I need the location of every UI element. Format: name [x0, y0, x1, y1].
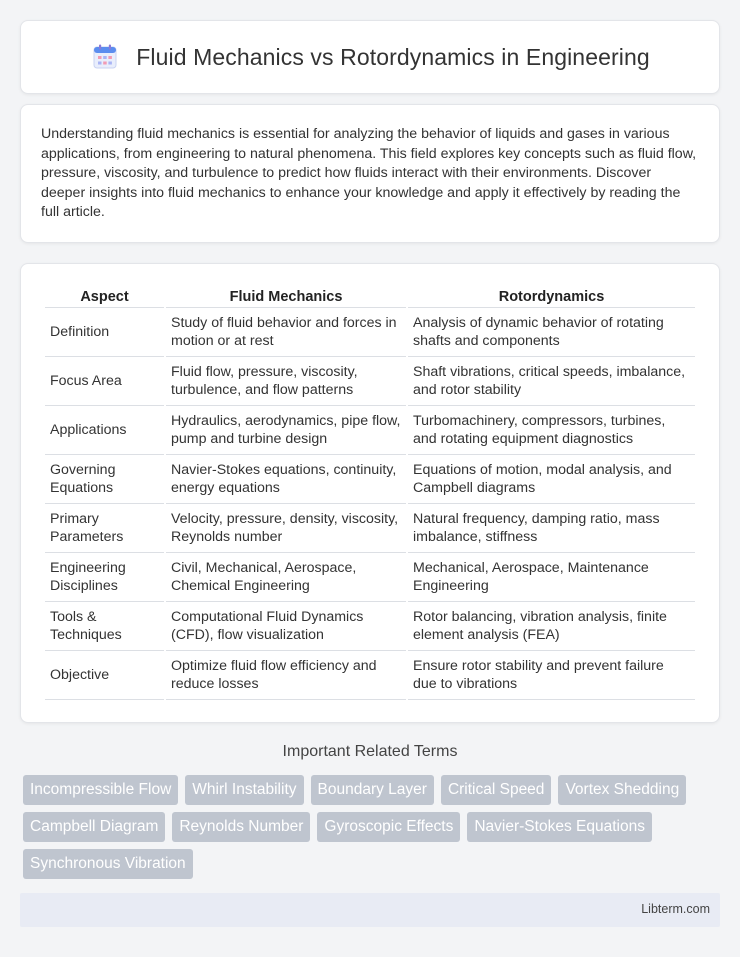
table-header-row	[45, 284, 695, 308]
column-header-fluid-mechanics: Fluid Mechanics	[166, 284, 406, 308]
related-term-tag[interactable]: Campbell Diagram	[23, 812, 165, 842]
related-term-tag[interactable]: Whirl Instability	[185, 775, 303, 805]
rotordynamics-cell: Shaft vibrations, critical speeds, imbalance, and rotor stability	[408, 357, 695, 406]
comparison-table	[43, 284, 697, 700]
page-title: Fluid Mechanics vs Rotordynamics in Engineering	[136, 43, 650, 70]
calendar-icon	[90, 42, 120, 72]
rotordynamics-cell: Equations of motion, modal analysis, and Campbell diagrams	[408, 455, 695, 504]
table-row	[45, 602, 695, 651]
footer	[20, 893, 720, 927]
related-term-tag[interactable]: Boundary Layer	[311, 775, 434, 805]
related-term-tag[interactable]: Navier-Stokes Equations	[467, 812, 652, 842]
column-header-aspect: Aspect	[45, 284, 164, 308]
header	[90, 42, 650, 72]
intro-card	[20, 104, 720, 243]
fluid-mechanics-cell: Civil, Mechanical, Aerospace, Chemical Engineering	[166, 553, 406, 602]
table-row	[45, 553, 695, 602]
related-term-tag[interactable]: Gyroscopic Effects	[317, 812, 460, 842]
fluid-mechanics-cell: Hydraulics, aerodynamics, pipe flow, pump and turbine design	[166, 406, 406, 455]
table-row	[45, 455, 695, 504]
related-term-tag[interactable]: Reynolds Number	[172, 812, 310, 842]
aspect-cell: Primary Parameters	[45, 504, 164, 553]
related-terms-list	[23, 775, 723, 879]
aspect-cell: Objective	[45, 651, 164, 700]
fluid-mechanics-cell: Study of fluid behavior and forces in motion or at rest	[166, 308, 406, 357]
table-row	[45, 357, 695, 406]
header-card	[20, 20, 720, 94]
table-row	[45, 308, 695, 357]
rotordynamics-cell: Mechanical, Aerospace, Maintenance Engineering	[408, 553, 695, 602]
table-row	[45, 406, 695, 455]
aspect-cell: Definition	[45, 308, 164, 357]
aspect-cell: Applications	[45, 406, 164, 455]
rotordynamics-cell: Analysis of dynamic behavior of rotating shafts and components	[408, 308, 695, 357]
related-term-tag[interactable]: Vortex Shedding	[558, 775, 686, 805]
aspect-cell: Engineering Disciplines	[45, 553, 164, 602]
fluid-mechanics-cell: Fluid flow, pressure, viscosity, turbulence, and flow patterns	[166, 357, 406, 406]
related-term-tag[interactable]: Incompressible Flow	[23, 775, 178, 805]
table-row	[45, 651, 695, 700]
comparison-table-card	[20, 263, 720, 723]
table-row	[45, 504, 695, 553]
related-terms-title: Important Related Terms	[282, 743, 458, 760]
rotordynamics-cell: Ensure rotor stability and prevent failure due to vibrations	[408, 651, 695, 700]
rotordynamics-cell: Natural frequency, damping ratio, mass imbalance, stiffness	[408, 504, 695, 553]
aspect-cell: Governing Equations	[45, 455, 164, 504]
fluid-mechanics-cell: Navier-Stokes equations, continuity, energy equations	[166, 455, 406, 504]
rotordynamics-cell: Turbomachinery, compressors, turbines, and rotating equipment diagnostics	[408, 406, 695, 455]
footer-site-link[interactable]: Libterm.com	[641, 902, 710, 916]
fluid-mechanics-cell: Optimize fluid flow efficiency and reduce losses	[166, 651, 406, 700]
rotordynamics-cell: Rotor balancing, vibration analysis, finite element analysis (FEA)	[408, 602, 695, 651]
aspect-cell: Focus Area	[45, 357, 164, 406]
related-term-tag[interactable]: Synchronous Vibration	[23, 849, 193, 879]
column-header-rotordynamics: Rotordynamics	[408, 284, 695, 308]
fluid-mechanics-cell: Computational Fluid Dynamics (CFD), flow visualization	[166, 602, 406, 651]
intro-paragraph: Understanding fluid mechanics is essential for analyzing the behavior of liquids and gases in various applications, from engineering to natural phenomena. This field explores key concepts such as fluid flow, pressure, viscosity, and turbulence to predict how fluids interact with their environments. Discover deeper insights into fluid mechanics to enhance your knowledge and apply it effectively by reading the full article.	[41, 126, 697, 221]
related-term-tag[interactable]: Critical Speed	[441, 775, 552, 805]
fluid-mechanics-cell: Velocity, pressure, density, viscosity, Reynolds number	[166, 504, 406, 553]
aspect-cell: Tools & Techniques	[45, 602, 164, 651]
